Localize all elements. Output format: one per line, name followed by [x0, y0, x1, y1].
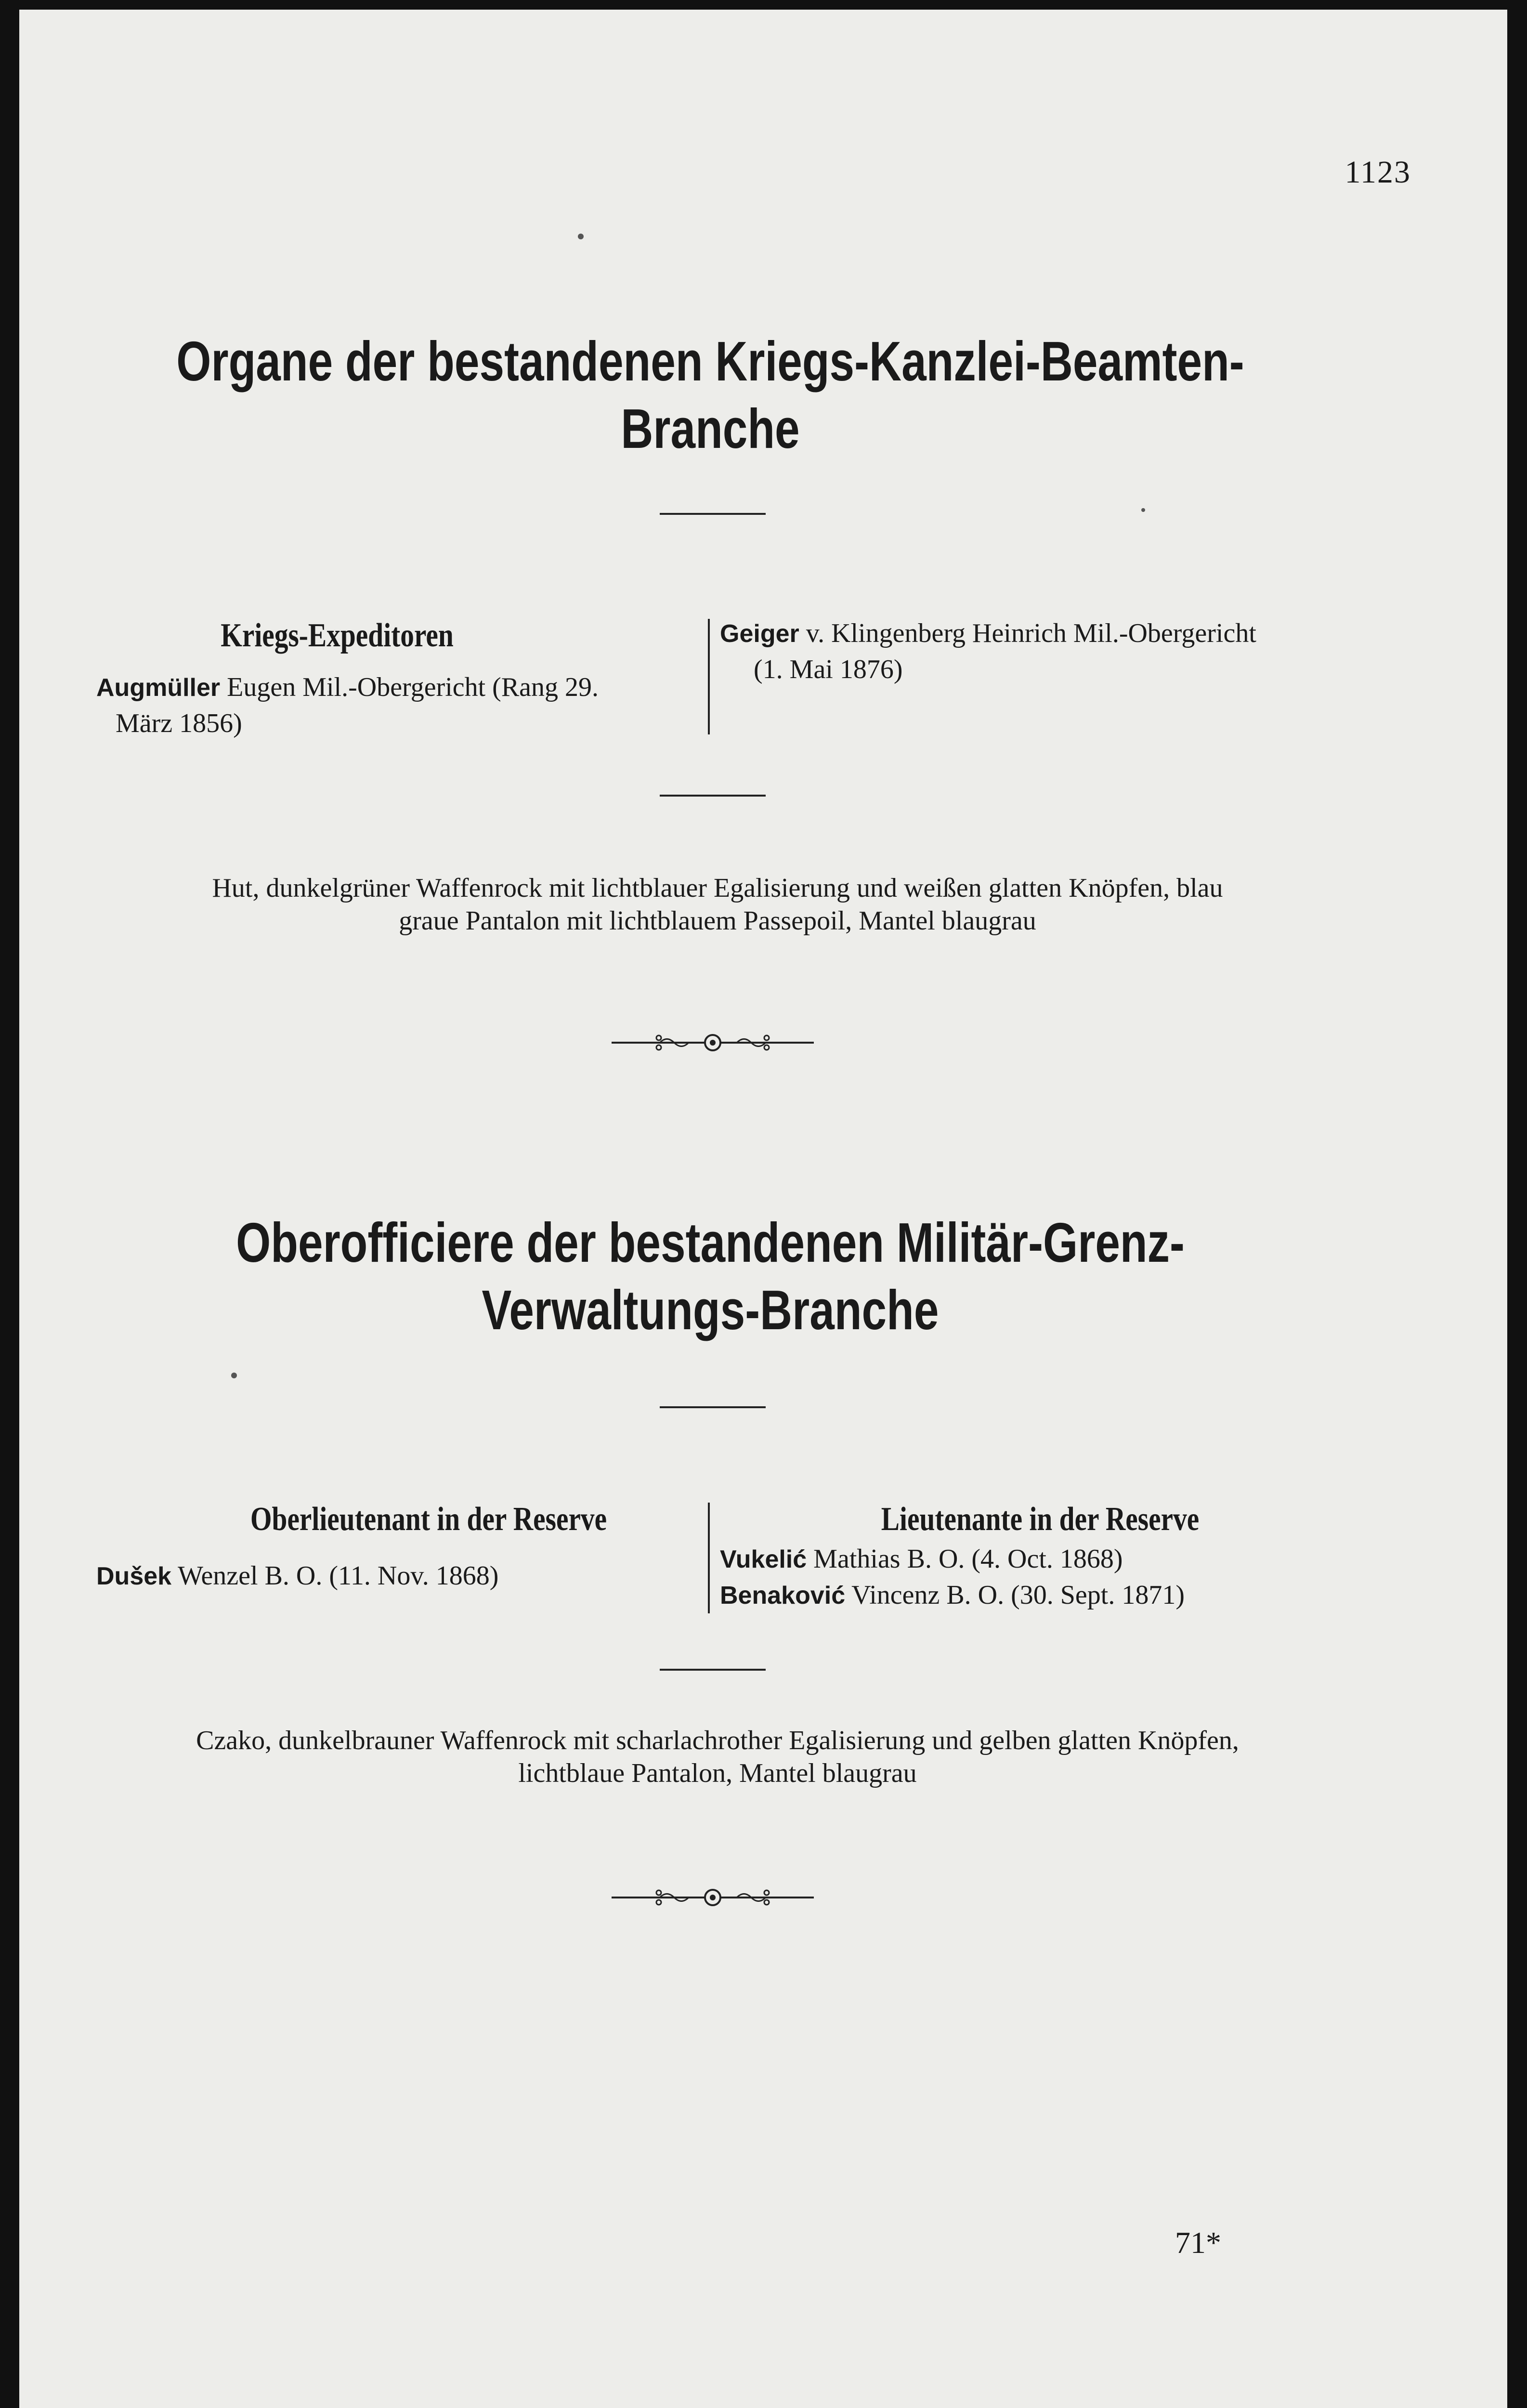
- section1-right-entry: Geiger v. Klingenberg Heinrich Mil.-Obergericht (1. Mai 1876): [720, 618, 1256, 684]
- section2-title: [157, 1209, 1263, 1344]
- ornamental-divider-icon: [612, 1031, 814, 1055]
- scan-speck: [1141, 508, 1145, 512]
- section1-uniform-description: Hut, dunkelgrüner Waffenrock mit lichtblauer Egalisierung und weißen glatten Knöpfen, blau graue Pantalon mit lichtblauem Passepoil, Mantel blaugrau: [212, 873, 1223, 936]
- section2-left-heading: Oberlieutenant in der Reserve: [250, 1501, 607, 1538]
- list-item: Vukelić Mathias B. O. (4. Oct. 1868): [720, 1544, 1123, 1574]
- column-separator: [708, 619, 710, 734]
- page-number: 1123: [1344, 155, 1411, 190]
- list-item: Benaković Vincenz B. O. (30. Sept. 1871): [720, 1580, 1185, 1610]
- divider-rule: [660, 795, 766, 797]
- ornamental-divider-icon: [612, 1885, 814, 1910]
- scan-speck: [578, 234, 584, 239]
- divider-rule: [660, 1406, 766, 1408]
- divider-rule: [660, 513, 766, 515]
- divider-rule: [660, 1669, 766, 1671]
- document-page: [19, 10, 1507, 2408]
- section1-title: [157, 327, 1263, 462]
- section1-title-line1: Organe der bestandenen Kriegs-Kanzlei-Beamten-: [176, 330, 1244, 393]
- entry-name: Benaković: [720, 1582, 846, 1610]
- section1-left-heading: Kriegs-Expeditoren: [221, 617, 454, 654]
- section2-title-line1: Oberofficiere der bestandenen Militär-Grenz-: [236, 1211, 1185, 1274]
- section2-title-line2: Verwaltungs-Branche: [482, 1279, 939, 1341]
- section2-right-heading: Lieutenante in der Reserve: [881, 1501, 1200, 1538]
- section1-left-entry: Augmüller Eugen Mil.-Obergericht (Rang 29. März 1856): [96, 672, 599, 738]
- entry-name: Geiger: [720, 620, 799, 648]
- entry-name: Dušek: [96, 1562, 172, 1590]
- section2-right-entries: [720, 1541, 1394, 1613]
- entry-name: Augmüller: [96, 674, 221, 702]
- section2-left-entry: Dušek Wenzel B. O. (11. Nov. 1868): [96, 1561, 499, 1591]
- entry-name: Vukelić: [720, 1545, 807, 1573]
- column-separator: [708, 1503, 710, 1613]
- signature-mark: 71*: [1175, 2225, 1221, 2260]
- scan-speck: [231, 1373, 237, 1378]
- section1-title-line2: Branche: [621, 397, 800, 460]
- section2-uniform-description: Czako, dunkelbrauner Waffenrock mit scharlachrother Egalisierung und gelben glatten Knöpfen, lichtblaue Pantalon, Mantel blaugrau: [196, 1726, 1239, 1788]
